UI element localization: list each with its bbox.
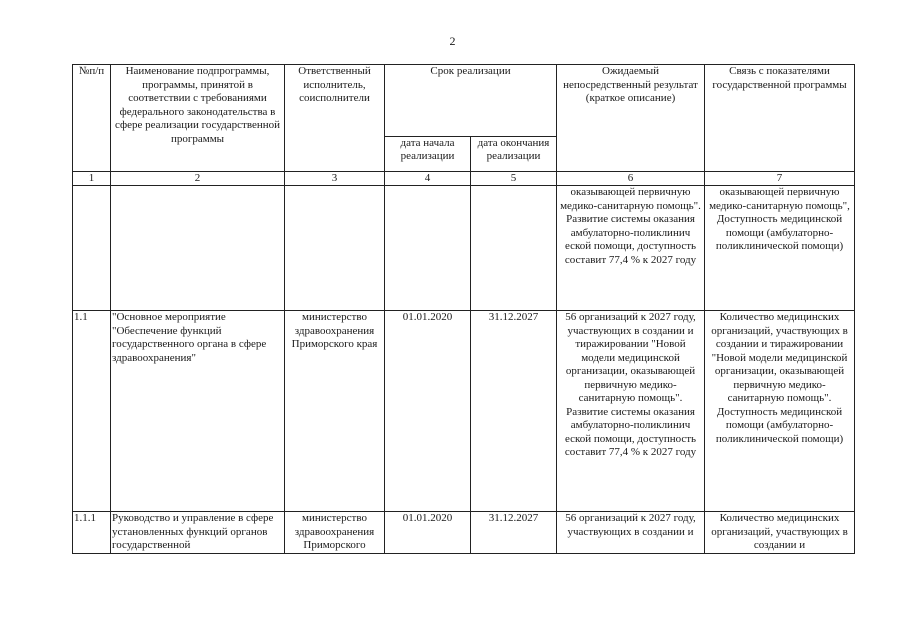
table-row [73, 186, 855, 311]
row-link: Количество медицинских организаций, участвующих в создании и [705, 512, 855, 554]
header-link: Связь с показателями государственной программы [705, 65, 855, 172]
column-index: 3 [285, 172, 385, 186]
row-link: оказывающей первичную медико-санитарную помощь", Доступность медицинской помощи (амбулаторно-поликлинической помощи) [705, 186, 855, 311]
header-name: Наименование подпрограммы, программы, принятой в соответствии с требованиями федерального законодательства в сфере реализации государственной программы [111, 65, 285, 172]
table-row [73, 512, 855, 554]
column-index: 1 [73, 172, 111, 186]
header-term: Срок реализации [385, 65, 557, 137]
table-row [73, 311, 855, 512]
column-index: 7 [705, 172, 855, 186]
header-result: Ожидаемый непосредственный результат (краткое описание) [557, 65, 705, 172]
row-num: 1.1.1 [73, 512, 111, 554]
row-result: оказывающей первичную медико-санитарную помощь". Развитие системы оказания амбулаторно-поликлинич еской помощи, доступность составит 77,4 % к 2027 году [557, 186, 705, 311]
program-table [72, 64, 855, 554]
header-end-date: дата окончания реализации [471, 136, 557, 171]
row-result: 56 организаций к 2027 году, участвующих в создании и [557, 512, 705, 554]
row-executor: министерство здравоохранения Приморского края [285, 311, 385, 512]
row-link: Количество медицинских организаций, участвующих в создании и тиражировании "Новой модели медицинской организации, оказывающей первичную медико-санитарную помощь". Доступность медицинской помощи (амбулаторно-поликлинической помощи) [705, 311, 855, 512]
row-result: 56 организаций к 2027 году, участвующих в создании и тиражировании "Новой модели медицинской организации, оказывающей первичную медико-санитарную помощь". Развитие системы оказания амбулаторно-поликлинич еской помощи, доступность составит 77,4 % к 2027 году [557, 311, 705, 512]
row-start-date [385, 186, 471, 311]
header-num: №п/п [73, 65, 111, 172]
row-executor: министерство здравоохранения Приморского [285, 512, 385, 554]
row-end-date: 31.12.2027 [471, 512, 557, 554]
column-index: 5 [471, 172, 557, 186]
row-start-date: 01.01.2020 [385, 311, 471, 512]
header-row-top [73, 65, 855, 137]
column-index: 6 [557, 172, 705, 186]
header-start-date: дата начала реализации [385, 136, 471, 171]
column-index-row [73, 172, 855, 186]
row-name: Руководство и управление в сфере установленных функций органов государственной [111, 512, 285, 554]
page-number: 2 [449, 34, 456, 48]
row-num: 1.1 [73, 311, 111, 512]
row-name: "Основное мероприятие "Обеспечение функций государственного органа в сфере здравоохранения" [111, 311, 285, 512]
header-executor: Ответственный исполнитель, соисполнители [285, 65, 385, 172]
column-index: 4 [385, 172, 471, 186]
row-start-date: 01.01.2020 [385, 512, 471, 554]
row-executor [285, 186, 385, 311]
row-end-date [471, 186, 557, 311]
column-index: 2 [111, 172, 285, 186]
row-name [111, 186, 285, 311]
row-num [73, 186, 111, 311]
row-end-date: 31.12.2027 [471, 311, 557, 512]
